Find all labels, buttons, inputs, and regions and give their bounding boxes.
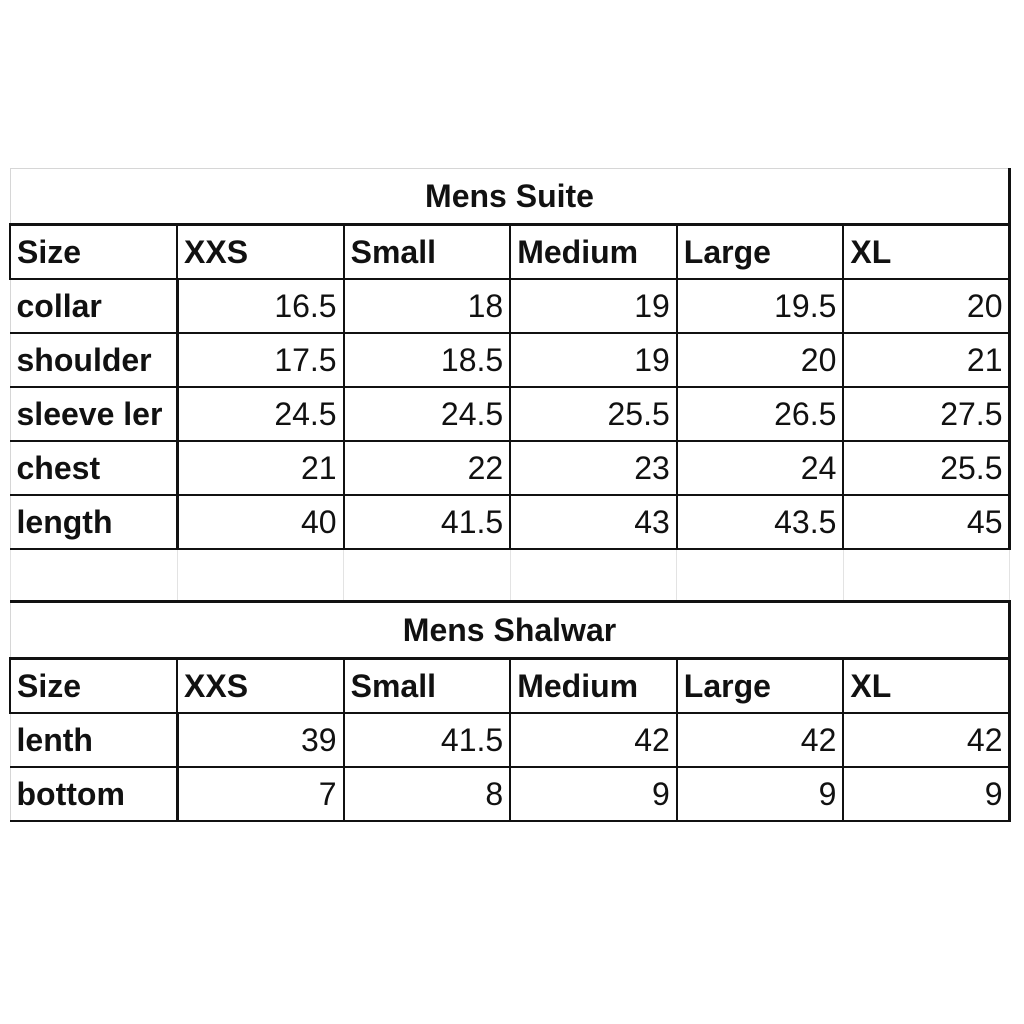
measurement-cell: 24	[677, 441, 844, 495]
size-chart-sheet	[9, 168, 1009, 822]
measurement-cell: 9	[677, 767, 844, 821]
measurement-cell: 8	[344, 767, 511, 821]
measurement-cell: 45	[843, 495, 1010, 549]
measurement-cell: 21	[177, 441, 344, 495]
table-row	[10, 333, 1010, 387]
empty-cell	[843, 549, 1010, 602]
measurement-cell: 22	[344, 441, 511, 495]
empty-cell	[510, 549, 677, 602]
header-small: Small	[344, 225, 511, 280]
measurement-cell: 26.5	[677, 387, 844, 441]
measurement-cell: 25.5	[510, 387, 677, 441]
header-large: Large	[677, 225, 844, 280]
row-label: lenth	[10, 713, 177, 767]
measurement-cell: 41.5	[344, 713, 511, 767]
measurement-cell: 41.5	[344, 495, 511, 549]
header-xxs: XXS	[177, 225, 344, 280]
measurement-cell: 19	[510, 333, 677, 387]
empty-cell	[10, 549, 177, 602]
table-row	[10, 767, 1010, 821]
row-label: bottom	[10, 767, 177, 821]
mens-suite-table	[9, 168, 1011, 822]
measurement-cell: 21	[843, 333, 1010, 387]
table-title-row	[10, 169, 1010, 225]
mens-suite-title: Mens Suite	[10, 169, 1010, 225]
measurement-cell: 23	[510, 441, 677, 495]
header-row	[10, 225, 1010, 280]
measurement-cell: 27.5	[843, 387, 1010, 441]
header-large: Large	[677, 659, 844, 714]
empty-cell	[344, 549, 511, 602]
measurement-cell: 43.5	[677, 495, 844, 549]
header-medium: Medium	[510, 659, 677, 714]
measurement-cell: 18	[344, 279, 511, 333]
measurement-cell: 43	[510, 495, 677, 549]
table-row	[10, 387, 1010, 441]
measurement-cell: 42	[510, 713, 677, 767]
header-medium: Medium	[510, 225, 677, 280]
measurement-cell: 24.5	[177, 387, 344, 441]
measurement-cell: 20	[677, 333, 844, 387]
table-row	[10, 713, 1010, 767]
row-label: chest	[10, 441, 177, 495]
measurement-cell: 18.5	[344, 333, 511, 387]
measurement-cell: 42	[843, 713, 1010, 767]
row-label: length	[10, 495, 177, 549]
header-xl: XL	[843, 659, 1010, 714]
empty-cell	[177, 549, 344, 602]
measurement-cell: 40	[177, 495, 344, 549]
table-row	[10, 441, 1010, 495]
empty-cell	[677, 549, 844, 602]
row-label: sleeve ler	[10, 387, 177, 441]
header-xl: XL	[843, 225, 1010, 280]
table-title-row	[10, 602, 1010, 659]
measurement-cell: 25.5	[843, 441, 1010, 495]
measurement-cell: 19	[510, 279, 677, 333]
header-row	[10, 659, 1010, 714]
measurement-cell: 19.5	[677, 279, 844, 333]
measurement-cell: 9	[843, 767, 1010, 821]
measurement-cell: 17.5	[177, 333, 344, 387]
measurement-cell: 9	[510, 767, 677, 821]
header-size: Size	[10, 225, 177, 280]
header-small: Small	[344, 659, 511, 714]
spacer-row	[10, 549, 1010, 602]
measurement-cell: 39	[177, 713, 344, 767]
measurement-cell: 20	[843, 279, 1010, 333]
table-row	[10, 495, 1010, 549]
table-row	[10, 279, 1010, 333]
header-xxs: XXS	[177, 659, 344, 714]
mens-shalwar-title: Mens Shalwar	[10, 602, 1010, 659]
measurement-cell: 42	[677, 713, 844, 767]
measurement-cell: 24.5	[344, 387, 511, 441]
measurement-cell: 16.5	[177, 279, 344, 333]
measurement-cell: 7	[177, 767, 344, 821]
header-size: Size	[10, 659, 177, 714]
row-label: collar	[10, 279, 177, 333]
row-label: shoulder	[10, 333, 177, 387]
